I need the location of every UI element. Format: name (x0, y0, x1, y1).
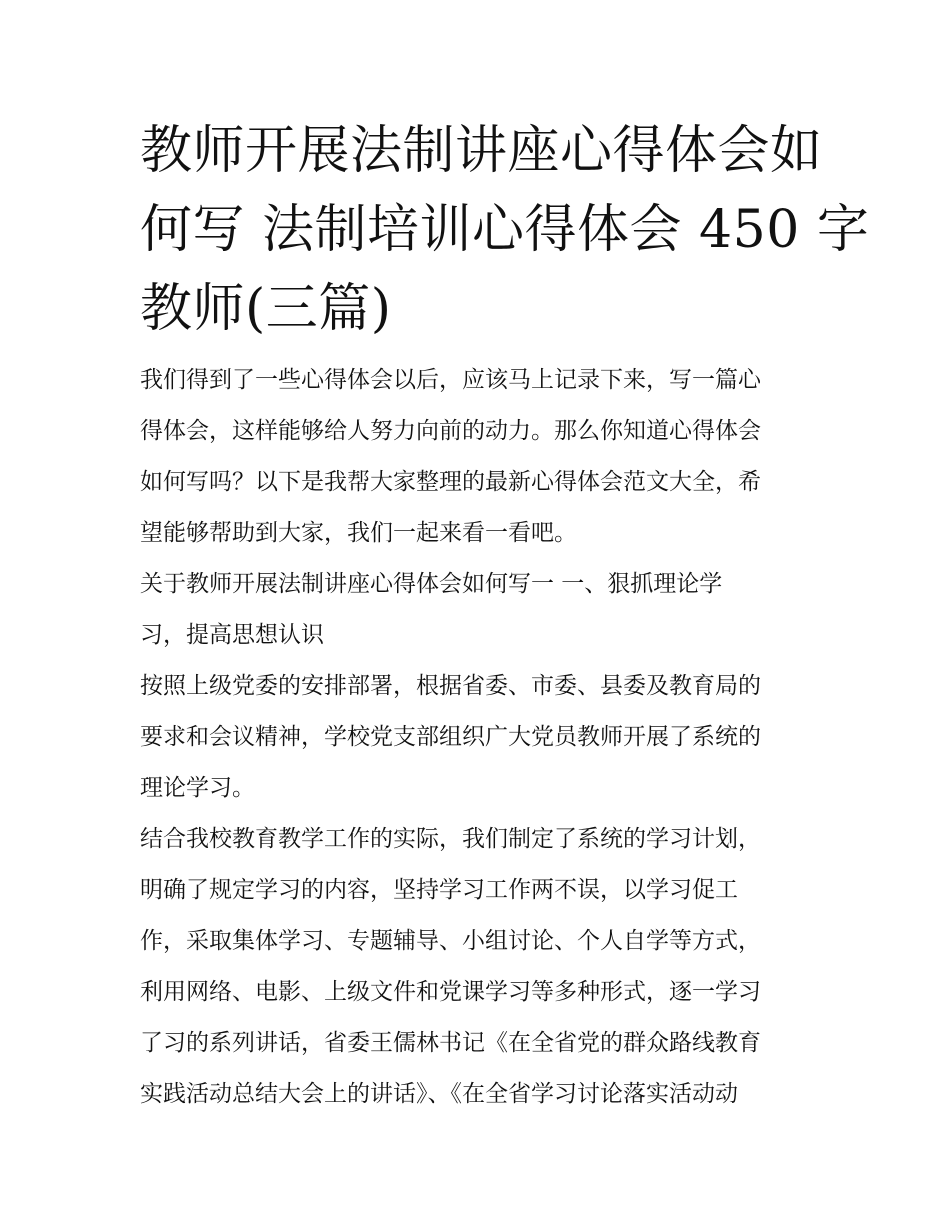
text-line: 得体会，这样能够给人努力向前的动力。那么你知道心得体会 (140, 418, 761, 444)
text-line: 望能够帮助到大家，我们一起来看一看吧。 (140, 520, 577, 546)
text-line: 习，提高思想认识 (140, 622, 324, 648)
document-body (140, 355, 820, 1120)
text-line: 了习的系列讲话，省委王儒林书记《在全省党的群众路线教育 (140, 1030, 761, 1056)
body-paragraph (140, 814, 820, 1120)
text-line: 实践活动总结大会上的讲话》、《在全省学习讨论落实活动动 (140, 1081, 738, 1107)
text-line: 要求和会议精神，学校党支部组织广大党员教师开展了系统的 (140, 724, 761, 750)
section-heading-paragraph (140, 559, 820, 661)
intro-paragraph (140, 355, 820, 559)
text-line: 明确了规定学习的内容，坚持学习工作两不误，以学习促工 (140, 877, 738, 903)
text-line: 结合我校教育教学工作的实际，我们制定了系统的学习计划， (140, 826, 761, 852)
text-line: 如何写吗？以下是我帮大家整理的最新心得体会范文大全，希 (140, 469, 761, 495)
text-line: 作，采取集体学习、专题辅导、小组讨论、个人自学等方式， (140, 928, 761, 954)
text-line: 利用网络、电影、上级文件和党课学习等多种形式，逐一学习 (140, 979, 761, 1005)
document-title (140, 112, 870, 349)
text-line: 关于教师开展法制讲座心得体会如何写一 一、狠抓理论学 (140, 571, 723, 597)
title-line: 何写 法制培训心得体会 450 字 (140, 200, 870, 260)
title-line: 教师(三篇) (140, 279, 392, 339)
text-line: 理论学习。 (140, 775, 255, 801)
text-line: 按照上级党委的安排部署，根据省委、市委、县委及教育局的 (140, 673, 761, 699)
body-paragraph (140, 661, 820, 814)
title-line: 教师开展法制讲座心得体会如 (140, 121, 823, 181)
text-line: 我们得到了一些心得体会以后，应该马上记录下来，写一篇心 (140, 367, 761, 393)
